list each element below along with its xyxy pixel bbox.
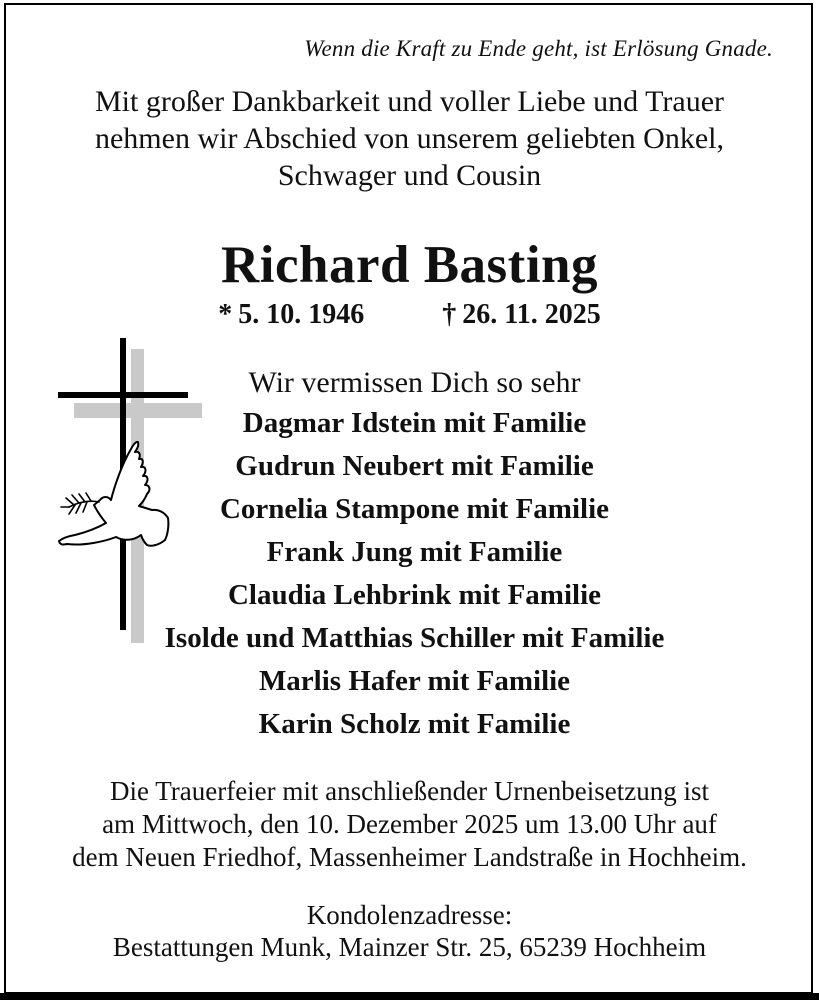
mourner-name: Claudia Lehbrink mit Familie (227, 579, 601, 611)
birth-date-group (218, 299, 364, 331)
death-date: 26. 11. 2025 (462, 299, 601, 330)
condolence-heading: Kondolenzadresse: (306, 900, 513, 930)
memorial-artwork (55, 333, 205, 651)
intro-line: Mit großer Dankbarkeit und voller Liebe und Trauer (94, 85, 725, 118)
farewell-line: Wir vermissen Dich so sehr (248, 366, 581, 399)
mourner-name: Isolde und Matthias Schiller mit Familie (164, 622, 665, 654)
ceremony-line: dem Neuen Friedhof, Massenheimer Landstraße in Hochheim. (72, 842, 747, 872)
mourner-name: Gudrun Neubert mit Familie (235, 450, 594, 482)
deceased-name: Richard Basting (220, 236, 599, 294)
death-cross-symbol: † (442, 299, 457, 330)
mourner-name: Cornelia Stampone mit Familie (219, 493, 610, 525)
birth-star-symbol: * (218, 299, 233, 330)
ceremony-line: Die Trauerfeier mit anschließender Urnenbeisetzung ist (109, 776, 710, 806)
intro-paragraph (0, 83, 819, 194)
life-dates-row (0, 299, 819, 331)
dove-icon (59, 442, 168, 546)
epigraph-quote: Wenn die Kraft zu Ende geht, ist Erlösung Gnade. (304, 36, 773, 61)
olive-branch-icon (61, 493, 99, 514)
bottom-border-bar (0, 993, 819, 1000)
ceremony-paragraph (0, 775, 819, 874)
mourner-name: Frank Jung mit Familie (266, 536, 563, 568)
birth-date: 5. 10. 1946 (238, 299, 365, 330)
mourner-name: Dagmar Idstein mit Familie (242, 407, 587, 439)
intro-line: Schwager und Cousin (277, 159, 542, 192)
ceremony-line: am Mittwoch, den 10. Dezember 2025 um 13.00 Uhr auf (102, 809, 717, 839)
condolence-address: Bestattungen Munk, Mainzer Str. 25, 65239 Hochheim (112, 932, 707, 962)
intro-line: nehmen wir Abschied von unserem geliebten Onkel, (94, 122, 724, 155)
condolence-block (0, 899, 819, 963)
mourner-name: Karin Scholz mit Familie (258, 708, 571, 740)
death-date-group (442, 299, 600, 331)
mourner-name: Marlis Hafer mit Familie (258, 665, 571, 697)
